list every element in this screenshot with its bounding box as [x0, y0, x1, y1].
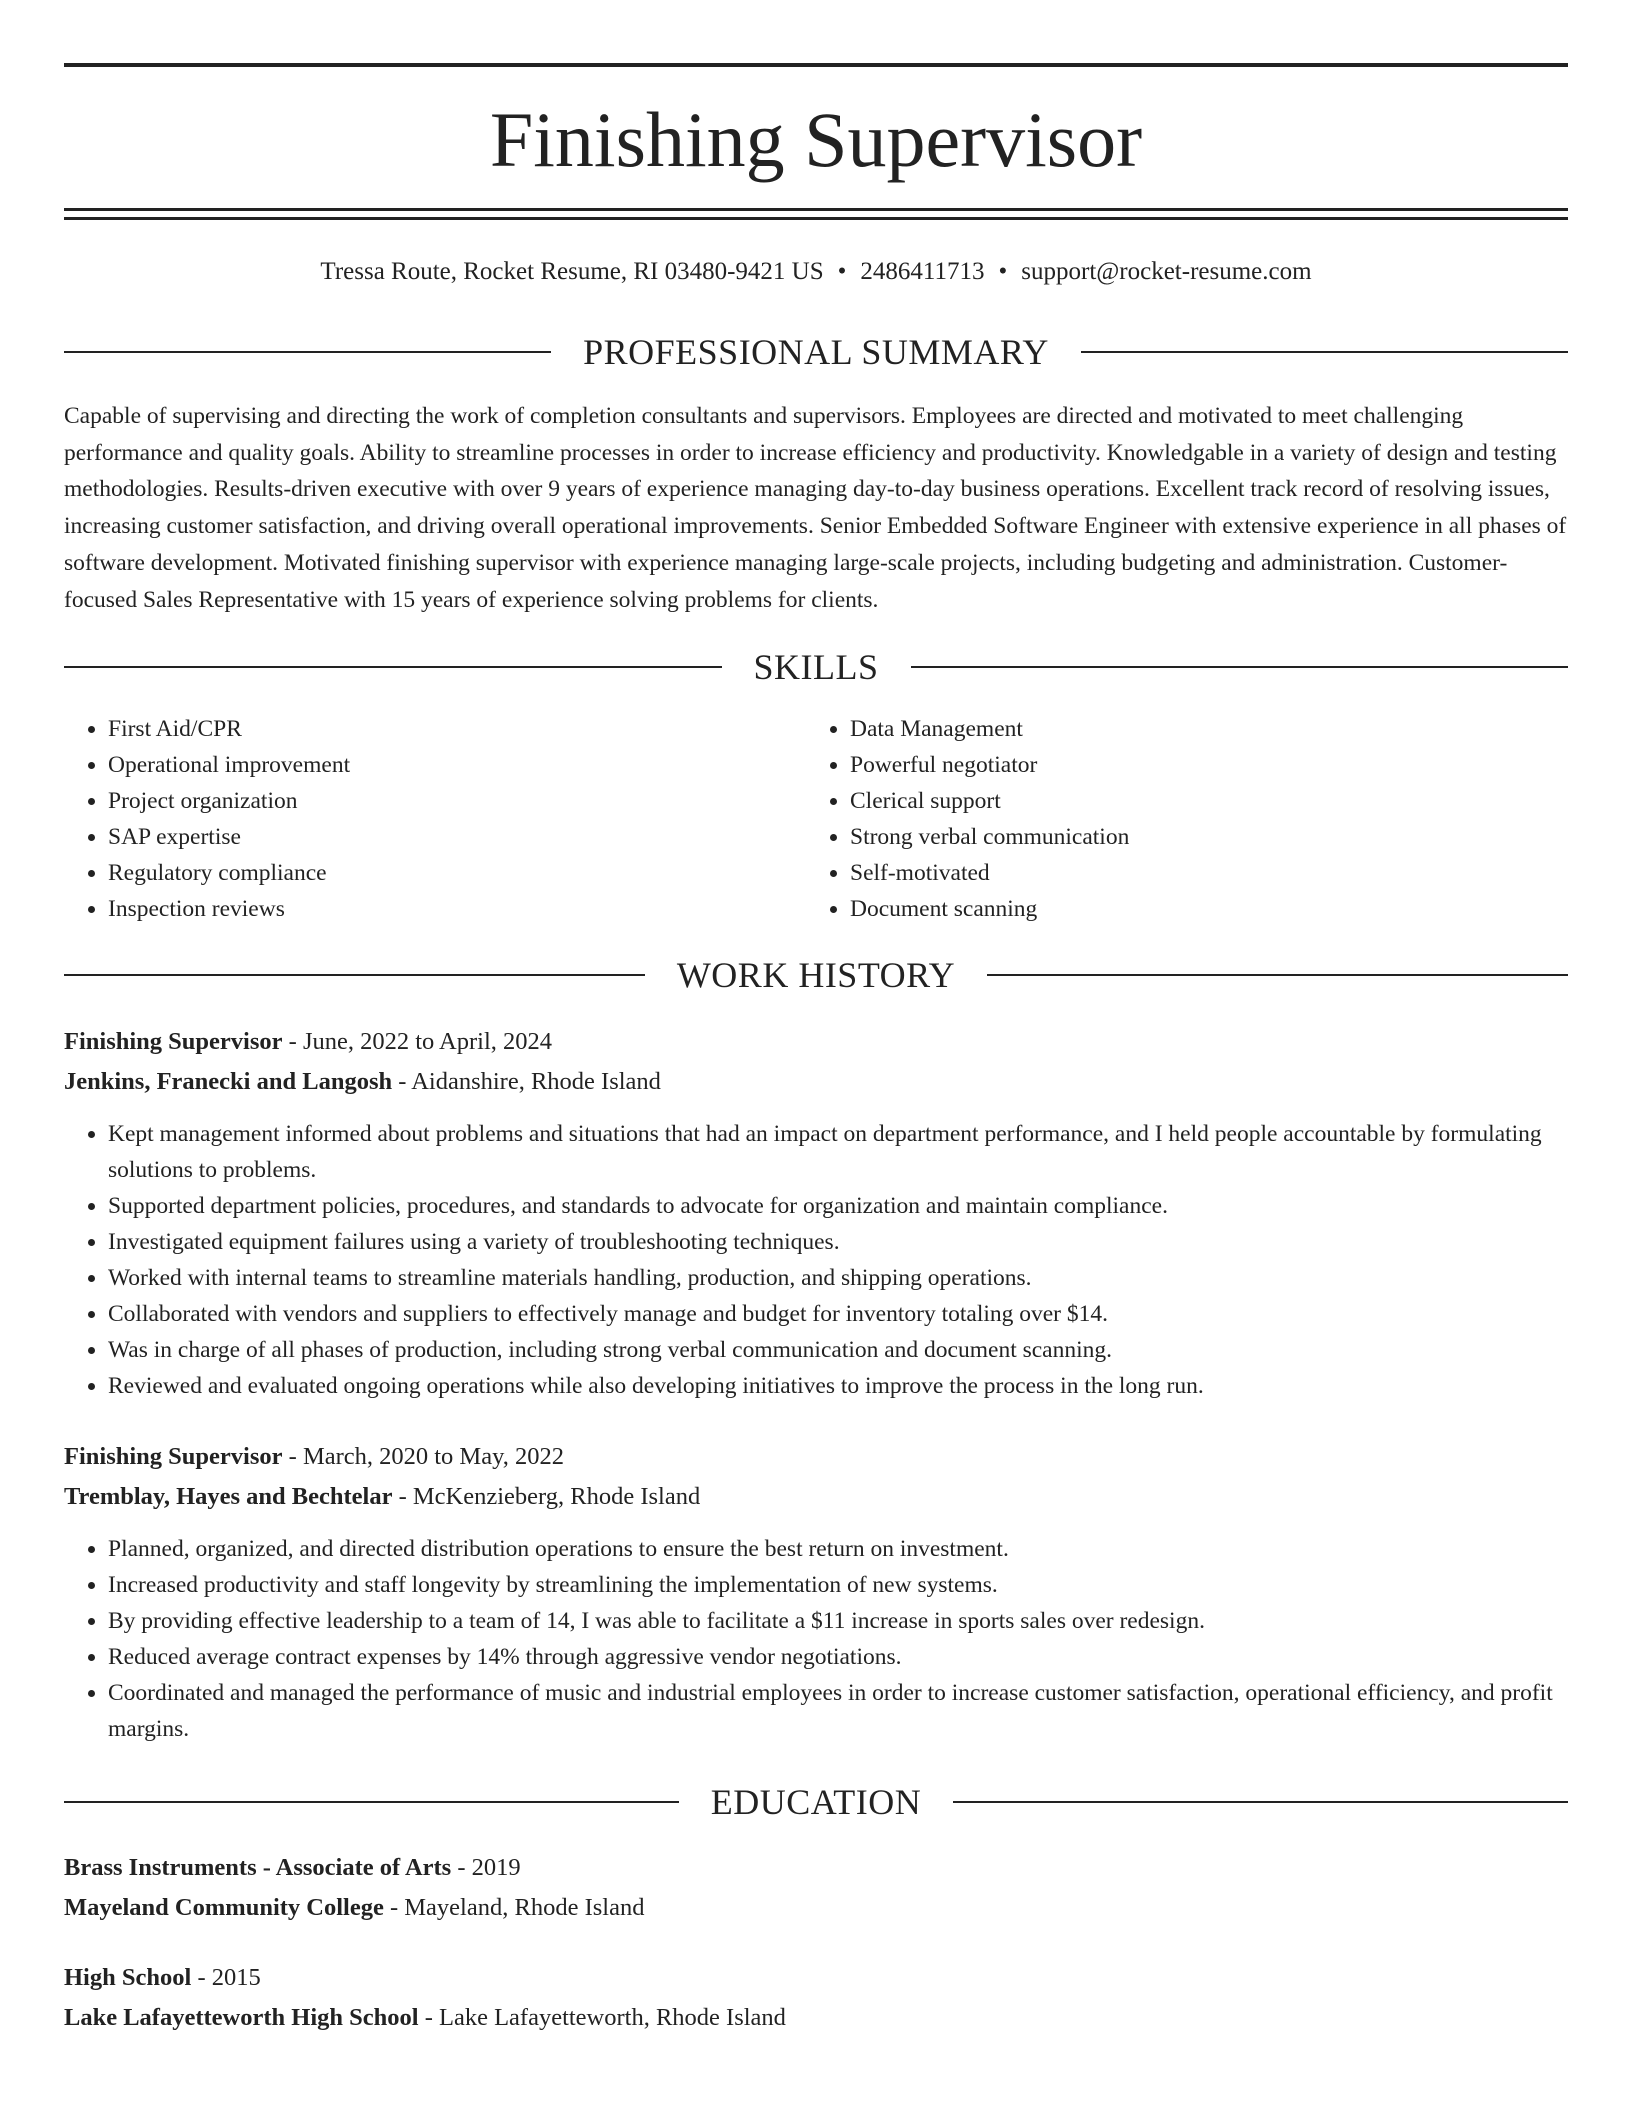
education-degree-line: [64, 1850, 1568, 1886]
dash: -: [288, 1028, 297, 1055]
job-title-line: [64, 1439, 1568, 1475]
contact-line: [64, 254, 1568, 290]
dash: -: [398, 1483, 407, 1510]
section-rule: [987, 974, 1568, 976]
section-rule: [64, 1801, 679, 1803]
job-bullet: • Kept management informed about problems and situations that had an impact on department performance, and I held people accountable by formulating solutions to problems.: [108, 1116, 1568, 1188]
education-school: Lake Lafayetteworth High School: [64, 2004, 419, 2031]
section-rule: [64, 351, 551, 353]
skills-list: [64, 711, 1568, 927]
education-location: Lake Lafayetteworth, Rhode Island: [438, 2004, 786, 2031]
skill-item: • Document scanning: [850, 891, 1548, 927]
skill-item: • First Aid/CPR: [108, 711, 806, 747]
job-bullet: • Coordinated and managed the performance of music and industrial employees in order to increase customer satisfaction, operational efficiency, and profit margins.: [108, 1675, 1568, 1747]
skill-item: • Operational improvement: [108, 747, 806, 783]
job-bullets: [64, 1531, 1568, 1747]
job-dates: June, 2022 to April, 2024: [302, 1028, 553, 1055]
education-school-line: [64, 2000, 1568, 2036]
skill-item: • Regulatory compliance: [108, 855, 806, 891]
job-dates: March, 2020 to May, 2022: [302, 1443, 565, 1470]
work-section-header: [64, 953, 1568, 997]
dash: -: [197, 1964, 206, 1991]
education-year: 2019: [471, 1854, 521, 1881]
job-bullet: • Reduced average contract expenses by 14% through aggressive vendor negotiations.: [108, 1639, 1568, 1675]
job-title-line: [64, 1024, 1568, 1060]
contact-separator: •: [998, 258, 1008, 285]
dash: -: [389, 1894, 399, 1921]
contact-email: support@rocket-resume.com: [1021, 258, 1312, 285]
dash: -: [398, 1068, 407, 1095]
contact-phone: 2486411713: [860, 258, 985, 285]
job-company-line: [64, 1479, 1568, 1515]
skills-column-left: [64, 711, 806, 927]
dash: -: [288, 1443, 297, 1470]
job-bullet: • Increased productivity and staff longevity by streamlining the implementation of new systems.: [108, 1567, 1568, 1603]
skill-item: • Powerful negotiator: [850, 747, 1548, 783]
top-rule: [64, 63, 1568, 67]
section-rule: [64, 974, 645, 976]
job-company-line: [64, 1064, 1568, 1100]
education-section-header: [64, 1780, 1568, 1824]
summary-title: PROFESSIONAL SUMMARY: [583, 332, 1049, 372]
job-location: Aidanshire, Rhode Island: [411, 1068, 661, 1095]
section-rule: [1081, 351, 1568, 353]
job-bullet: • Worked with internal teams to streamline materials handling, production, and shipping operations.: [108, 1260, 1568, 1296]
dash: -: [424, 2004, 433, 2031]
dash: -: [457, 1854, 466, 1881]
skill-item: • Clerical support: [850, 783, 1548, 819]
skills-title: SKILLS: [753, 647, 879, 687]
summary-text: Capable of supervising and directing the work of completion consultants and supervisors. Employees are directed and motivated to meet challenging performance and quality goals. Ability to streamline processes in order to increase efficiency and productivity. Knowledgable in a variety of design and testing methodologies. Results-driven executive with over 9 years of experience managing day-to-day business operations. Excellent track record of resolving issues, increasing customer satisfaction, and driving overall operational improvements. Senior Embedded Software Engineer with extensive experience in all phases of software development. Motivated finishing supervisor with experience managing large-scale projects, including budgeting and administration. Customer-focused Sales Representative with 15 years of experience solving problems for clients.: [64, 403, 1567, 613]
skills-column-right: [806, 711, 1548, 927]
skill-item: • Strong verbal communication: [850, 819, 1548, 855]
double-rule: [64, 208, 1568, 220]
education-school: Mayeland Community College: [64, 1894, 384, 1921]
contact-separator: •: [837, 258, 847, 285]
job-bullet: • Investigated equipment failures using a variety of troubleshooting techniques.: [108, 1224, 1568, 1260]
job-bullet: • Reviewed and evaluated ongoing operations while also developing initiatives to improve the process in the long run.: [108, 1368, 1568, 1404]
job-bullet: • Was in charge of all phases of production, including strong verbal communication and document scanning.: [108, 1332, 1568, 1368]
job-role: Finishing Supervisor: [64, 1028, 283, 1055]
job-bullets: [64, 1116, 1568, 1404]
skill-item: • Inspection reviews: [108, 891, 806, 927]
education-year: 2015: [211, 1964, 261, 1991]
skill-item: • Self-motivated: [850, 855, 1548, 891]
education-degree: High School: [64, 1964, 192, 1991]
job-company: Tremblay, Hayes and Bechtelar: [64, 1483, 393, 1510]
contact-address: Tressa Route, Rocket Resume, RI 03480-9421 US: [320, 258, 824, 285]
skills-section-header: [64, 645, 1568, 689]
work-title: WORK HISTORY: [676, 955, 956, 995]
job-role: Finishing Supervisor: [64, 1443, 283, 1470]
job-bullet: • Planned, organized, and directed distribution operations to ensure the best return on investment.: [108, 1531, 1568, 1567]
resume-name: Finishing Supervisor: [489, 96, 1143, 183]
job-company: Jenkins, Franecki and Langosh: [64, 1068, 393, 1095]
job-bullet: • By providing effective leadership to a team of 14, I was able to facilitate a $11 increase in sports sales over redesign.: [108, 1603, 1568, 1639]
education-title: EDUCATION: [710, 1782, 922, 1822]
section-rule: [911, 666, 1569, 668]
section-rule: [64, 666, 722, 668]
skill-item: • SAP expertise: [108, 819, 806, 855]
skill-item: • Data Management: [850, 711, 1548, 747]
job-bullet: • Supported department policies, procedures, and standards to advocate for organization and maintain compliance.: [108, 1188, 1568, 1224]
education-degree: Brass Instruments - Associate of Arts: [64, 1854, 452, 1881]
education-school-line: [64, 1890, 1568, 1926]
skill-item: • Project organization: [108, 783, 806, 819]
education-degree-line: [64, 1960, 1568, 1996]
job-bullet: • Collaborated with vendors and suppliers to effectively manage and budget for inventory totaling over $14.: [108, 1296, 1568, 1332]
section-rule: [953, 1801, 1568, 1803]
education-location: Mayeland, Rhode Island: [404, 1894, 645, 1921]
summary-section-header: [64, 330, 1568, 374]
job-location: McKenzieberg, Rhode Island: [412, 1483, 701, 1510]
